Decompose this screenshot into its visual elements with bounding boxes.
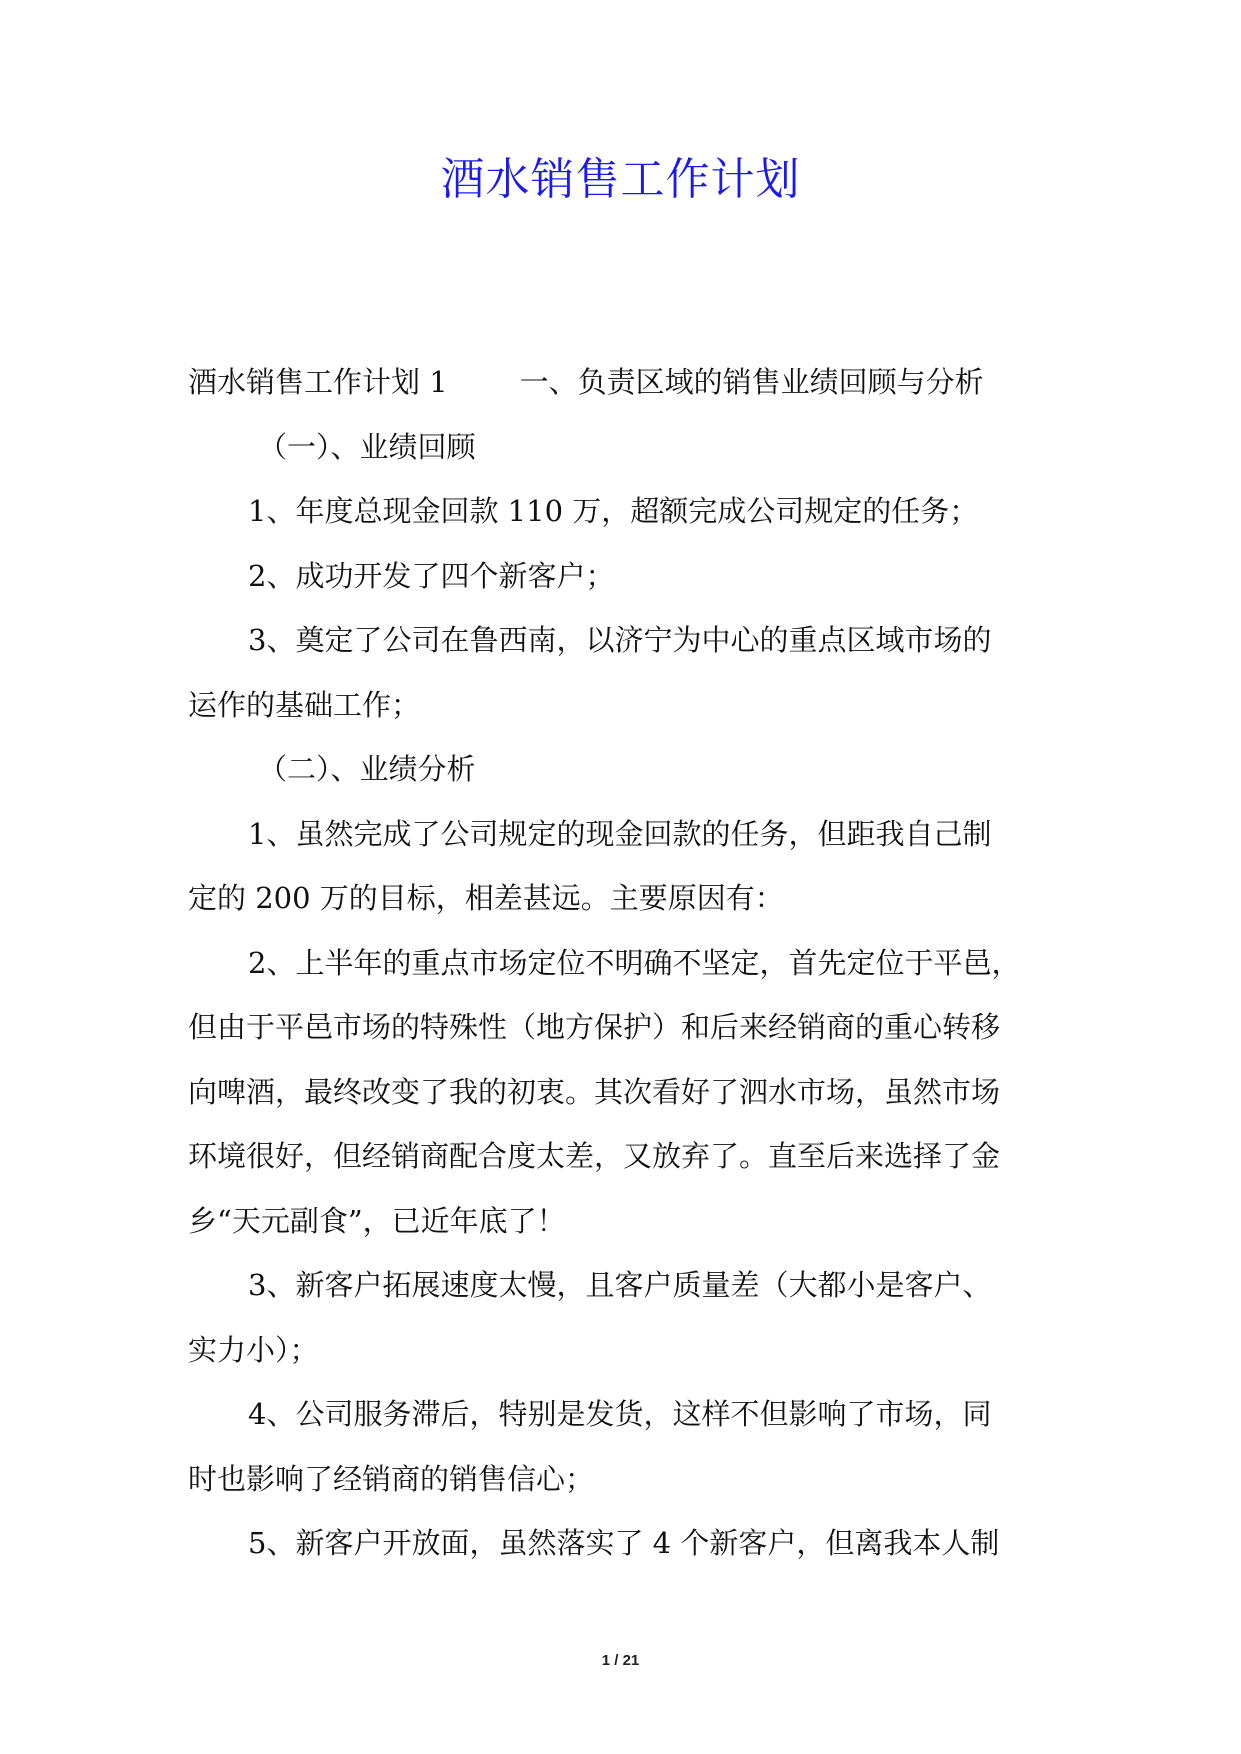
paragraph-line bbox=[188, 350, 1058, 415]
paragraph-line: 1、虽然完成了公司规定的现金回款的任务，但距我自己制 bbox=[248, 816, 992, 851]
document-title: 酒水销售工作计划 bbox=[440, 154, 801, 205]
paragraph-line: 时也影响了经销商的销售信心； bbox=[188, 1461, 595, 1496]
paragraph-line: 2、上半年的重点市场定位不明确不坚定，首先定位于平邑， bbox=[248, 945, 1021, 980]
document-body bbox=[188, 350, 1058, 1576]
section-heading: 酒水销售工作计划 1 bbox=[188, 365, 448, 399]
subsection-heading: 一、负责区域的销售业绩回顾与分析 bbox=[519, 365, 984, 399]
paragraph-line: 环境很好，但经销商配合度太差，又放弃了。直至后来选择了金 bbox=[188, 1139, 1001, 1173]
paragraph-line: 向啤酒，最终改变了我的初衷。其次看好了泗水市场，虽然市场 bbox=[188, 1074, 1001, 1109]
paragraph-line: 乡“天元副食”，已近年底了！ bbox=[188, 1203, 566, 1238]
paragraph-line: 3、新客户拓展速度太慢，且客户质量差（大都小是客户、 bbox=[248, 1268, 992, 1302]
paragraph-line: 1、年度总现金回款 110 万，超额完成公司规定的任务； bbox=[248, 494, 979, 528]
paragraph-line: 但由于平邑市场的特殊性（地方保护）和后来经销商的重心转移 bbox=[188, 1010, 1001, 1044]
paragraph-line: 4、公司服务滞后，特别是发货，这样不但影响了市场，同 bbox=[248, 1397, 992, 1431]
paragraph-line: 2、成功开发了四个新客户； bbox=[248, 558, 615, 593]
paragraph-line: 定的 200 万的目标，相差甚远。主要原因有： bbox=[188, 881, 784, 915]
paragraph-line: 3、奠定了公司在鲁西南，以济宁为中心的重点区域市场的 bbox=[248, 623, 992, 657]
paragraph-line: 实力小）； bbox=[188, 1332, 319, 1367]
page-number: 1 / 21 bbox=[601, 1652, 640, 1669]
paragraph-line: 运作的基础工作； bbox=[188, 687, 421, 722]
paragraph-line: （一）、业绩回顾 bbox=[258, 429, 476, 464]
paragraph-line: 5、新客户开放面，虽然落实了 4 个新客户，但离我本人制 bbox=[248, 1526, 1000, 1560]
paragraph-line: （二）、业绩分析 bbox=[258, 752, 476, 786]
